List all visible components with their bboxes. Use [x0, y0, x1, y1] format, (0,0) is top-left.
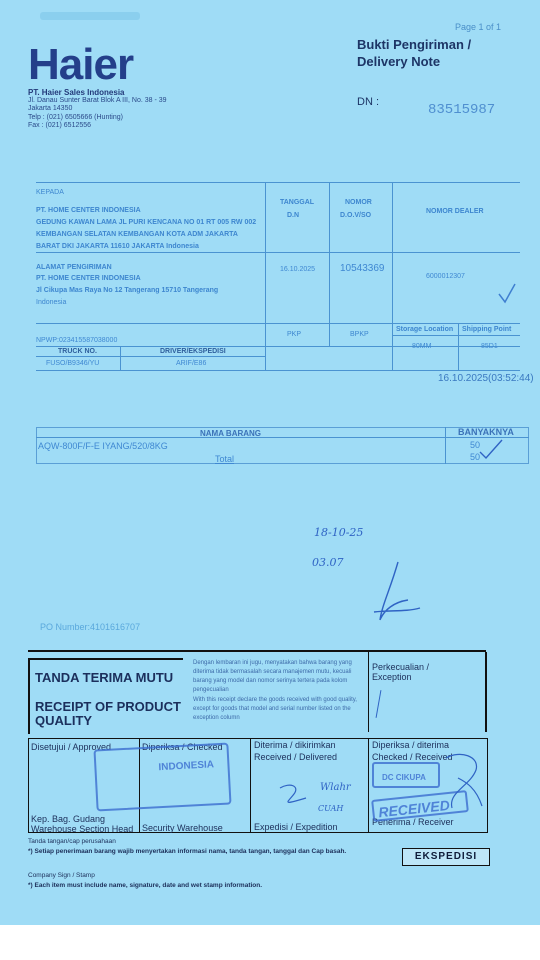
footer-note-en: *) Each item must include name, signature, date and wet stamp information.	[28, 882, 263, 889]
table-divider	[36, 323, 520, 324]
receipt-title-en-line1: RECEIPT OF PRODUCT	[35, 699, 181, 714]
po-number: PO Number:4101616707	[40, 622, 141, 632]
signature-grid-top	[28, 738, 488, 739]
receipt-statement-en: With this receipt declare the goods received with good quality, except for goods that model and serial number listed on the exception column	[193, 697, 357, 721]
exception-divider	[368, 652, 369, 732]
document-title-id: Bukti Pengiriman /	[357, 37, 472, 52]
storage-location-header: Storage Location	[396, 326, 454, 333]
receipt-top-rule	[28, 650, 486, 652]
handwritten-time: 03.07	[312, 556, 344, 569]
table-column-line	[265, 182, 266, 370]
items-header-qty: BANYAKNYA	[458, 427, 514, 437]
deliverer-name-2: CUAH	[318, 804, 344, 813]
receipt-title-id: TANDA TERIMA MUTU	[35, 670, 174, 685]
checked-label: Diperiksa / Checked	[142, 742, 223, 752]
document-title-en: Delivery Note	[357, 54, 441, 69]
receipt-title-en-line2: QUALITY	[35, 713, 93, 728]
company-phone: Telp : (021) 6505666 (Hunting)	[28, 114, 123, 121]
warehouse-head-label-en: Warehouse Section Head	[31, 824, 134, 834]
approved-label: Disetujui / Approved	[31, 742, 112, 752]
consignee-line: PT. HOME CENTER INDONESIA	[36, 207, 141, 214]
dn-label: DN :	[357, 96, 379, 108]
items-header-divider	[36, 437, 529, 438]
dn-number: 83515987	[428, 102, 496, 118]
consignee-line: KEMBANGAN SELATAN KEMBANGAN KOTA ADM JAKARTA	[36, 231, 238, 238]
handwritten-date: 18-10-25	[314, 526, 364, 539]
footer-note-title-id: Tanda tangan/cap perusahaan	[28, 838, 116, 845]
signature-grid-line	[368, 738, 369, 832]
checked-received-label-en: Checked / Received	[372, 752, 453, 762]
exception-right-rule	[485, 652, 487, 732]
dc-stamp	[372, 762, 440, 788]
item-name: AQW-800F/F-E IYANG/520/8KG	[38, 441, 168, 451]
truck-value: FUSO/B9346/YU	[46, 360, 100, 367]
top-smudge	[40, 12, 140, 20]
pen-tick-mark	[478, 438, 504, 462]
received-label-id: Diterima / dikirimkan	[254, 740, 336, 750]
table-divider	[392, 335, 520, 336]
table-divider	[36, 346, 520, 347]
dc-stamp-text: DC CIKUPA	[382, 773, 426, 782]
stamp-text: INDONESIA	[158, 759, 215, 774]
receipt-statement-id: Dengan lembaran ini jugu, menyatakan bahwa barang yang diterima tidak bermasalah secara manajemen mutu, kecuali barang yang model dan nomor serinya tertera pada kolom pengecualian	[193, 660, 352, 693]
dealer-value: 6000012307	[426, 273, 465, 280]
company-address-line: Jl. Danau Sunter Barat Blok A III, No. 38 - 39	[28, 97, 167, 104]
npwp: NPWP:023415587038000	[36, 337, 118, 344]
table-divider	[36, 356, 265, 357]
security-label: Security Warehouse	[142, 823, 223, 833]
table-border-top	[36, 182, 520, 183]
driver-header: DRIVER/EKSPEDISI	[160, 348, 226, 355]
document-title	[357, 36, 471, 70]
warehouse-head-label-id: Kep. Bag. Gudang	[31, 814, 106, 824]
receiver-label: Penerima / Receiver	[372, 817, 454, 827]
deliverer-name: Wlahr	[320, 782, 351, 793]
dealer-header: NOMOR DEALER	[426, 208, 484, 215]
deliverer-signature	[276, 780, 316, 810]
footer-note-title-en: Company Sign / Stamp	[28, 872, 95, 879]
signature-grid-line	[250, 738, 251, 832]
pkp-header: PKP	[287, 331, 302, 338]
table-border-bottom	[36, 370, 520, 371]
expedition-label: Expedisi / Expedition	[254, 822, 338, 832]
table-column-line	[329, 182, 330, 346]
company-address-line: Jakarta 14350	[28, 105, 73, 112]
ship-to-label: ALAMAT PENGIRIMAN	[36, 264, 112, 271]
shipping-point-header: Shipping Point	[462, 326, 512, 333]
item-qty: 50	[470, 440, 481, 450]
company-name: PT. Haier Sales Indonesia	[28, 88, 125, 97]
haier-logo: Haier	[28, 40, 134, 89]
shipping-point-value: 85D1	[481, 343, 498, 350]
footer-note-id: *) Setiap penerimaan barang wajib menyertakan informasi nama, tanda tangan, tanggal dan Cap basah.	[28, 848, 347, 855]
exception-label	[372, 662, 429, 682]
items-column-line	[445, 427, 446, 464]
exception-label-en: Exception	[372, 672, 412, 682]
driver-value: ARIF/E86	[176, 360, 207, 367]
kepada-label: KEPADA	[36, 189, 64, 196]
truck-header: TRUCK NO.	[58, 348, 97, 355]
ship-to-line: PT. HOME CENTER INDONESIA	[36, 275, 141, 282]
tanggal-header: TANGGAL	[280, 199, 315, 206]
storage-location-value: 80MM	[412, 343, 432, 350]
received-stamp-text: RECEIVED	[377, 796, 451, 821]
items-total-label: Total	[215, 454, 235, 464]
bpkp-header: BPKP	[350, 331, 369, 338]
received-label-en: Received / Delivered	[254, 752, 338, 762]
exception-label-id: Perkecualian /	[372, 662, 430, 672]
ship-to-line: Jl Cikupa Mas Raya No 12 Tangerang 15710 Tangerang	[36, 287, 219, 294]
company-fax: Fax : (021) 6512556	[28, 122, 92, 129]
table-column-line	[120, 346, 121, 370]
table-divider	[36, 252, 520, 253]
nomor-value: 10543369	[340, 263, 385, 274]
nomor-subheader: D.O.V/SO	[340, 212, 372, 219]
copy-type-label: EKSPEDISI	[402, 848, 490, 866]
consignee-line: BARAT DKI JAKARTA 11610 JAKARTA Indonesia	[36, 243, 199, 250]
items-header-name: NAMA BARANG	[200, 429, 262, 438]
company-stamp	[93, 743, 231, 812]
signature-scribble	[360, 560, 430, 630]
checked-received-label-id: Diperiksa / diterima	[372, 740, 450, 750]
pen-stroke	[376, 690, 382, 718]
tanggal-value: 16.10.2025	[280, 266, 316, 273]
tanggal-subheader: D.N	[287, 212, 300, 219]
items-total-qty: 50	[470, 452, 481, 462]
ship-to-line: Indonesia	[36, 299, 67, 306]
consignee-line: GEDUNG KAWAN LAMA JL PURI KENCANA NO 01 RT 005 RW 002	[36, 219, 257, 226]
pen-tick-mark	[496, 282, 518, 306]
nomor-header: NOMOR	[345, 199, 372, 206]
table-column-line	[392, 182, 393, 370]
receiver-signature	[440, 748, 486, 818]
signature-grid-line	[28, 738, 29, 832]
table-column-line	[458, 323, 459, 370]
page-number: Page 1 of 1	[455, 22, 502, 32]
signature-grid-line	[487, 738, 488, 832]
print-timestamp: 16.10.2025(03:52:44)	[438, 373, 534, 384]
